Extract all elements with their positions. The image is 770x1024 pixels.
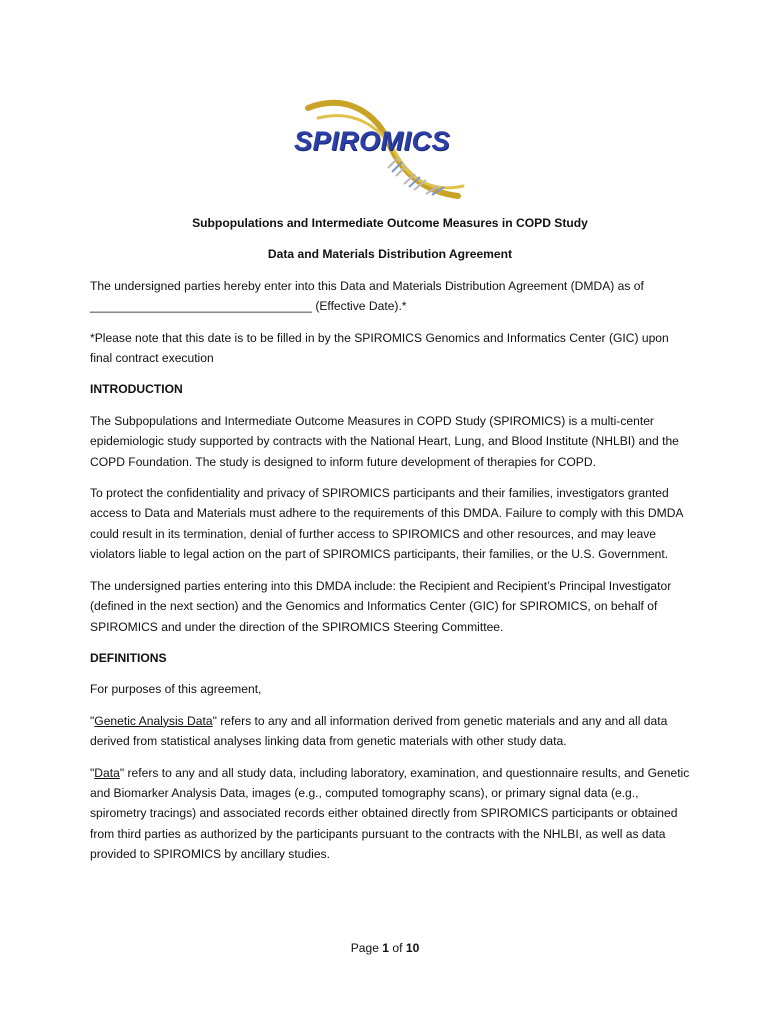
effective-date-blank: _________________________________: [90, 299, 312, 314]
defined-term: Genetic Analysis Data: [94, 713, 213, 728]
effective-date-text-1: The undersigned parties hereby enter into this Data and Materials Distribution Agreement (DMDA) as of: [90, 278, 644, 293]
effective-date-paragraph: [90, 276, 690, 317]
page-total: 10: [405, 941, 420, 955]
spiromics-logo: [288, 96, 480, 206]
introduction-paragraph-3: The undersigned parties entering into this DMDA include: the Recipient and Recipient’s Principal Investigator (defined in the next section) and the Genomics and Informatics Center (GIC) for SPIROMICS, on behalf of SPIROMICS and under the direction of the SPIROMICS Steering Committee.: [90, 578, 672, 634]
effective-date-text-2: (Effective Date).*: [311, 299, 407, 314]
page-number: 1: [382, 941, 390, 955]
definition-genetic-analysis-data: [90, 711, 690, 752]
defined-term: Data: [94, 765, 120, 780]
of-word: of: [389, 941, 406, 955]
quote-open: ": [90, 713, 95, 728]
definitions-heading: DEFINITIONS: [90, 650, 167, 665]
definition-text: " refers to any and all study data, including laboratory, examination, and questionnaire results, and Genetic and Biomarker Analysis Data, images (e.g., computed tomography scans), or primary signal data (e.g., spirometry tracings) and associated records either obtained directly from SPIROMICS participants or obtained from third parties as authorized by the participants pursuant to the contracts with the NHLBI, as well as data provided to SPIROMICS by ancillary studies.: [90, 765, 690, 862]
introduction-paragraph-1: The Subpopulations and Intermediate Outcome Measures in COPD Study (SPIROMICS) is a multi-center epidemiologic study supported by contracts with the National Heart, Lung, and Blood Institute (NHLBI) and the COPD Foundation. The study is designed to inform future development of therapies for COPD.: [90, 413, 679, 469]
page-word: Page: [350, 941, 383, 955]
document-title: Subpopulations and Intermediate Outcome Measures in COPD Study: [192, 216, 588, 230]
definition-text: " refers to any and all information derived from genetic materials and any and all data derived from statistical analyses linking data from genetic materials with other study data.: [90, 713, 668, 749]
document-body: [90, 213, 690, 876]
document-subtitle: Data and Materials Distribution Agreement: [267, 247, 513, 262]
introduction-paragraph-2: To protect the confidentiality and privacy of SPIROMICS participants and their families, investigators granted access to Data and Materials must adhere to the requirements of this DMDA. Failure to comply with this DMDA could result in its termination, denial of further access to SPIROMICS and other resources, and may leave violators liable to legal action on the part of SPIROMICS participants, their families, or the U.S. Government.: [90, 486, 683, 562]
logo-wordmark: SPIROMICS: [294, 126, 451, 156]
date-note: *Please note that this date is to be filled in by the SPIROMICS Genomics and Informatics Center (GIC) upon final contract execution: [90, 330, 669, 366]
quote-open: ": [90, 765, 95, 780]
definition-data: [90, 763, 690, 865]
definitions-lead: For purposes of this agreement,: [90, 682, 262, 697]
introduction-heading: INTRODUCTION: [90, 382, 183, 397]
page-footer: [0, 941, 770, 955]
